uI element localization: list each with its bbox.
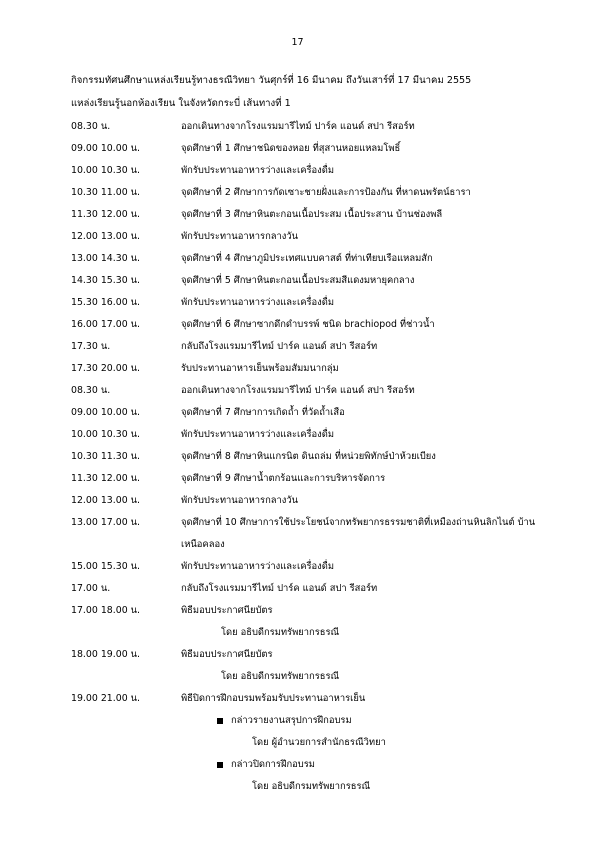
schedule-time: 11.30 12.00 น. [71,209,141,220]
schedule-row [71,380,541,402]
schedule-row [71,292,541,314]
schedule-time: 15.30 16.00 น. [71,297,141,308]
schedule-desc: พักรับประทานอาหารว่างและเครื่องดื่ม [181,429,335,440]
schedule-time: 14.30 15.30 น. [71,275,141,286]
schedule-desc: จุดศึกษาที่ 9 ศึกษาน้ำตกร้อนและการบริหารจัดการ [181,473,386,484]
activity-heading: กิจกรรมทัศนศึกษาแหล่งเรียนรู้ทางธรณีวิทยา วันศุกร์ที่ 16 มีนาคม ถึงวันเสาร์ที่ 17 มีนาคม 2555 [71,75,472,86]
schedule-row [71,226,541,248]
schedule-list [71,116,541,798]
schedule-desc: จุดศึกษาที่ 2 ศึกษาการกัดเซาะชายฝั่งและการป้องกัน ที่หาดนพรัตน์ธารา [181,187,471,198]
schedule-desc: จุดศึกษาที่ 8 ศึกษาหินแกรนิต ดินถล่ม ที่หน่วยพิทักษ์ป่าห้วยเบียง [181,451,436,462]
ceremony-desc: พิธีมอบประกาศนียบัตร [181,649,273,660]
schedule-row [71,314,541,336]
schedule-row [71,160,541,182]
schedule-time: 11.30 12.00 น. [71,473,141,484]
closing-time: 19.00 21.00 น. [71,693,141,704]
ceremony-time: 18.00 19.00 น. [71,649,141,660]
page-number: 17 [291,37,304,48]
schedule-desc: จุดศึกษาที่ 6 ศึกษาซากดึกดำบรรพ์ ชนิด brachiopod ที่ช่าวน้ำ [181,319,435,330]
schedule-desc: จุดศึกษาที่ 7 ศึกษาการเกิดถ้ำ ที่วัดถ้ำเสือ [181,407,345,418]
schedule-row [71,446,541,468]
schedule-row [71,248,541,270]
schedule-row [71,424,541,446]
schedule-row [71,182,541,204]
square-bullet-icon [217,762,223,768]
ceremony-row [71,644,541,666]
route-heading: แหล่งเรียนรู้นอกห้องเรียน ในจังหวัดกระบี่ เส้นทางที่ 1 [71,98,291,109]
schedule-time: 10.00 10.30 น. [71,165,141,176]
schedule-desc: กลับถึงโรงแรมมารีไทม์ ปาร์ค แอนด์ สปา รีสอร์ท [181,341,378,352]
square-bullet-icon [217,718,223,724]
ceremony-time: 17.00 18.00 น. [71,605,141,616]
closing-item [71,754,541,776]
schedule-desc: จุดศึกษาที่ 1 ศึกษาชนิดของหอย ที่สุสานหอยแหลมโพธิ์ [181,143,401,154]
ceremony-desc: พิธีมอบประกาศนียบัตร [181,605,273,616]
schedule-time: 08.30 น. [71,121,111,132]
schedule-time: 17.30 20.00 น. [71,363,141,374]
schedule-desc: กลับถึงโรงแรมมารีไทม์ ปาร์ค แอนด์ สปา รีสอร์ท [181,583,378,594]
schedule-time: 13.00 14.30 น. [71,253,141,264]
schedule-time: 16.00 17.00 น. [71,319,141,330]
schedule-time: 15.00 15.30 น. [71,561,141,572]
schedule-desc: พักรับประทานอาหารว่างและเครื่องดื่ม [181,165,335,176]
schedule-row [71,556,541,578]
schedule-row [71,402,541,424]
schedule-time: 09.00 10.00 น. [71,143,141,154]
ceremony-by: โดย อธิบดีกรมทรัพยากรธรณี [221,627,340,638]
schedule-row [71,490,541,512]
schedule-row [71,358,541,380]
schedule-row [71,336,541,358]
schedule-row [71,116,541,138]
schedule-time: 17.00 น. [71,583,111,594]
schedule-row [71,468,541,490]
schedule-time: 09.00 10.00 น. [71,407,141,418]
schedule-time: 12.00 13.00 น. [71,231,141,242]
schedule-desc: พักรับประทานอาหารกลางวัน [181,231,299,242]
schedule-desc: รับประทานอาหารเย็นพร้อมสัมมนากลุ่ม [181,363,339,374]
schedule-time: 08.30 น. [71,385,111,396]
closing-item-by: โดย อธิบดีกรมทรัพยากรธรณี [252,781,371,792]
schedule-time: 12.00 13.00 น. [71,495,141,506]
schedule-desc: พักรับประทานอาหารกลางวัน [181,495,299,506]
schedule-desc: พักรับประทานอาหารว่างและเครื่องดื่ม [181,561,335,572]
ceremony-row [71,600,541,622]
closing-item-by: โดย ผู้อำนวยการสำนักธรณีวิทยา [252,737,386,748]
schedule-time: 10.30 11.30 น. [71,451,141,462]
schedule-time: 17.30 น. [71,341,111,352]
schedule-desc: พักรับประทานอาหารว่างและเครื่องดื่ม [181,297,335,308]
schedule-desc: จุดศึกษาที่ 4 ศึกษาภูมิประเทศแบบคาสต์ ที่ท่าเทียบเรือแหลมสัก [181,253,433,264]
schedule-time: 10.00 10.30 น. [71,429,141,440]
closing-item-label: กล่าวรายงานสรุปการฝึกอบรม [231,715,352,726]
schedule-desc: จุดศึกษาที่ 10 ศึกษาการใช้ประโยชน์จากทรัพยากรธรรมชาติที่เหมืองถ่านหินลิกไนต์ บ้านเหนือคลอง [181,517,536,550]
schedule-desc: ออกเดินทางจากโรงแรมมารีไทม์ ปาร์ค แอนด์ สปา รีสอร์ท [181,385,415,396]
schedule-desc: จุดศึกษาที่ 5 ศึกษาหินตะกอนเนื้อประสมสีแดงมหายุคกลาง [181,275,415,286]
schedule-row [71,578,541,600]
schedule-row [71,270,541,292]
schedule-row [71,138,541,160]
schedule-desc: จุดศึกษาที่ 3 ศึกษาหินตะกอนเนื้อประสม เนื้อประสาน บ้านช่องพลี [181,209,443,220]
schedule-desc: ออกเดินทางจากโรงแรมมารีไทม์ ปาร์ค แอนด์ สปา รีสอร์ท [181,121,415,132]
schedule-row [71,512,541,556]
closing-item-label: กล่าวปิดการฝึกอบรม [231,759,315,770]
schedule-row [71,204,541,226]
schedule-time: 10.30 11.00 น. [71,187,141,198]
ceremony-by: โดย อธิบดีกรมทรัพยากรธรณี [221,671,340,682]
closing-desc: พิธีปิดการฝึกอบรมพร้อมรับประทานอาหารเย็น [181,693,366,704]
closing-row [71,688,541,710]
schedule-time: 13.00 17.00 น. [71,517,141,528]
closing-item [71,710,541,732]
